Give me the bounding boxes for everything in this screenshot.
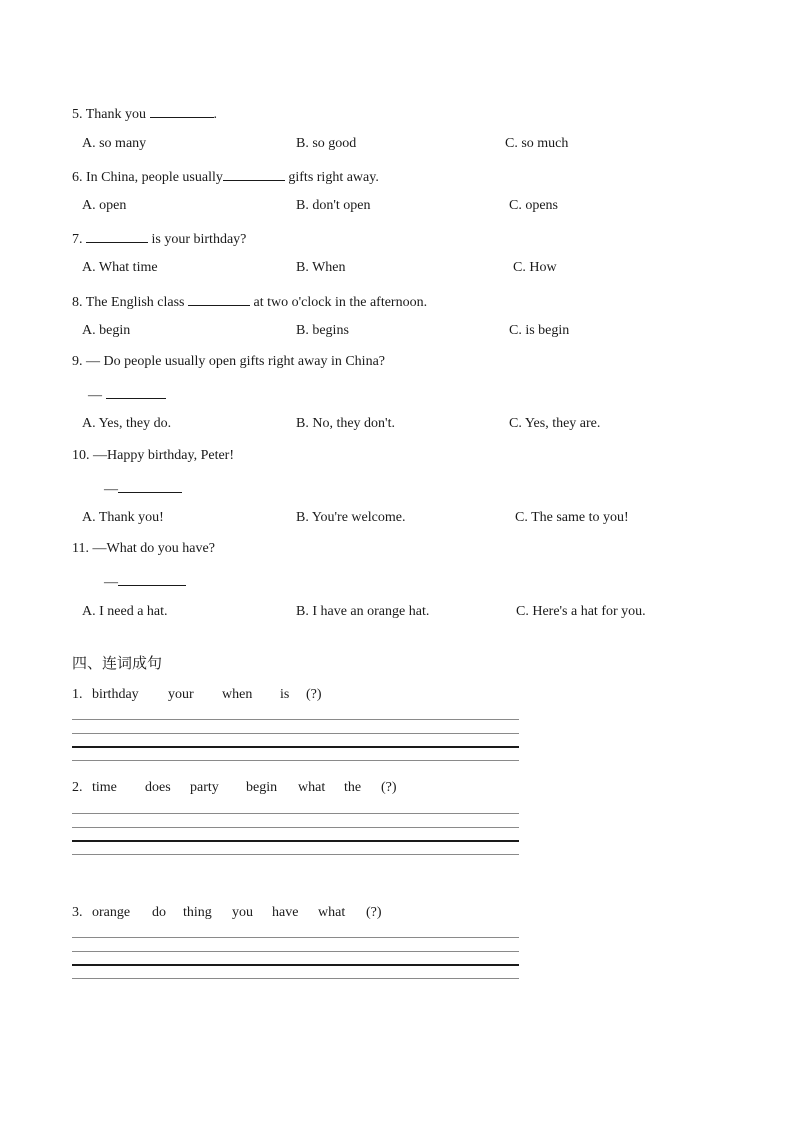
question-text: 5. Thank you bbox=[72, 107, 150, 122]
option-b[interactable]: B. so good bbox=[296, 136, 357, 151]
question-text: 7. bbox=[72, 232, 86, 247]
item-number: 2. bbox=[72, 780, 83, 795]
option-c[interactable]: C. Yes, they are. bbox=[509, 416, 601, 431]
word: (?) bbox=[381, 780, 397, 795]
word-order-item-1 bbox=[72, 687, 322, 703]
answer-blank[interactable] bbox=[223, 167, 285, 181]
word-order-item-2 bbox=[72, 780, 397, 796]
question-6 bbox=[72, 167, 379, 186]
option-c[interactable]: C. Here's a hat for you. bbox=[516, 604, 646, 619]
word: is bbox=[280, 687, 290, 702]
writing-line bbox=[72, 719, 519, 720]
section-title: 四、连词成句 bbox=[72, 654, 163, 672]
option-a[interactable]: A. I need a hat. bbox=[82, 604, 168, 619]
writing-line bbox=[72, 978, 519, 979]
question-5 bbox=[72, 104, 217, 123]
option-c[interactable]: C. The same to you! bbox=[515, 510, 629, 525]
question-text: 6. In China, people usually bbox=[72, 170, 223, 185]
question-text: 8. The English class bbox=[72, 295, 189, 310]
writing-line bbox=[72, 951, 519, 952]
item-number: 3. bbox=[72, 905, 83, 920]
writing-line bbox=[72, 827, 519, 828]
option-c[interactable]: C. so much bbox=[505, 136, 569, 151]
writing-line bbox=[72, 854, 519, 855]
word: the bbox=[344, 780, 362, 795]
writing-line bbox=[72, 813, 519, 814]
writing-baseline bbox=[72, 964, 519, 966]
option-a[interactable]: A. Yes, they do. bbox=[82, 416, 172, 431]
dash-prefix: — bbox=[104, 575, 118, 590]
option-a[interactable]: A. begin bbox=[82, 323, 131, 338]
word: party bbox=[190, 780, 219, 795]
option-b[interactable]: B. No, they don't. bbox=[296, 416, 395, 431]
answer-blank[interactable] bbox=[106, 385, 166, 399]
answer-blank[interactable] bbox=[188, 292, 250, 306]
word: (?) bbox=[306, 687, 322, 702]
word: birthday bbox=[92, 687, 139, 702]
option-a[interactable]: A. What time bbox=[82, 260, 158, 275]
word: what bbox=[298, 780, 326, 795]
writing-line bbox=[72, 760, 519, 761]
writing-baseline bbox=[72, 840, 519, 842]
answer-line bbox=[104, 479, 182, 498]
option-b[interactable]: B. don't open bbox=[296, 198, 371, 213]
option-b[interactable]: B. begins bbox=[296, 323, 349, 338]
dash-prefix: — bbox=[104, 482, 118, 497]
word: when bbox=[222, 687, 253, 702]
option-a[interactable]: A. Thank you! bbox=[82, 510, 164, 525]
word: does bbox=[145, 780, 171, 795]
word: your bbox=[168, 687, 194, 702]
word: (?) bbox=[366, 905, 382, 920]
writing-line bbox=[72, 733, 519, 734]
item-number: 1. bbox=[72, 687, 83, 702]
question-text-end: . bbox=[213, 107, 218, 122]
word: what bbox=[318, 905, 346, 920]
question-10: 10. —Happy birthday, Peter! bbox=[72, 448, 234, 463]
option-b[interactable]: B. When bbox=[296, 260, 346, 275]
word: time bbox=[92, 780, 117, 795]
dash-prefix: — bbox=[88, 388, 106, 403]
word: have bbox=[272, 905, 299, 920]
question-text-end: at two o'clock in the afternoon. bbox=[250, 295, 428, 310]
option-a[interactable]: A. open bbox=[82, 198, 127, 213]
word: thing bbox=[183, 905, 212, 920]
word: you bbox=[232, 905, 253, 920]
word: do bbox=[152, 905, 166, 920]
answer-blank[interactable] bbox=[150, 104, 214, 118]
answer-line bbox=[104, 572, 186, 591]
option-b[interactable]: B. You're welcome. bbox=[296, 510, 406, 525]
option-c[interactable]: C. opens bbox=[509, 198, 558, 213]
answer-blank[interactable] bbox=[118, 572, 186, 586]
option-c[interactable]: C. How bbox=[513, 260, 557, 275]
word: begin bbox=[246, 780, 278, 795]
writing-line bbox=[72, 937, 519, 938]
writing-baseline bbox=[72, 746, 519, 748]
question-9: 9. — Do people usually open gifts right away in China? bbox=[72, 354, 385, 369]
word-order-item-3 bbox=[72, 905, 382, 921]
question-text-end: is your birthday? bbox=[148, 232, 247, 247]
answer-blank[interactable] bbox=[118, 479, 182, 493]
answer-line bbox=[88, 385, 166, 404]
word: orange bbox=[92, 905, 131, 920]
question-text-end: gifts right away. bbox=[284, 170, 379, 185]
option-b[interactable]: B. I have an orange hat. bbox=[296, 604, 430, 619]
answer-blank[interactable] bbox=[86, 229, 148, 243]
question-8 bbox=[72, 292, 427, 311]
question-11: 11. —What do you have? bbox=[72, 541, 215, 556]
option-a[interactable]: A. so many bbox=[82, 136, 147, 151]
question-7 bbox=[72, 229, 246, 248]
option-c[interactable]: C. is begin bbox=[509, 323, 570, 338]
